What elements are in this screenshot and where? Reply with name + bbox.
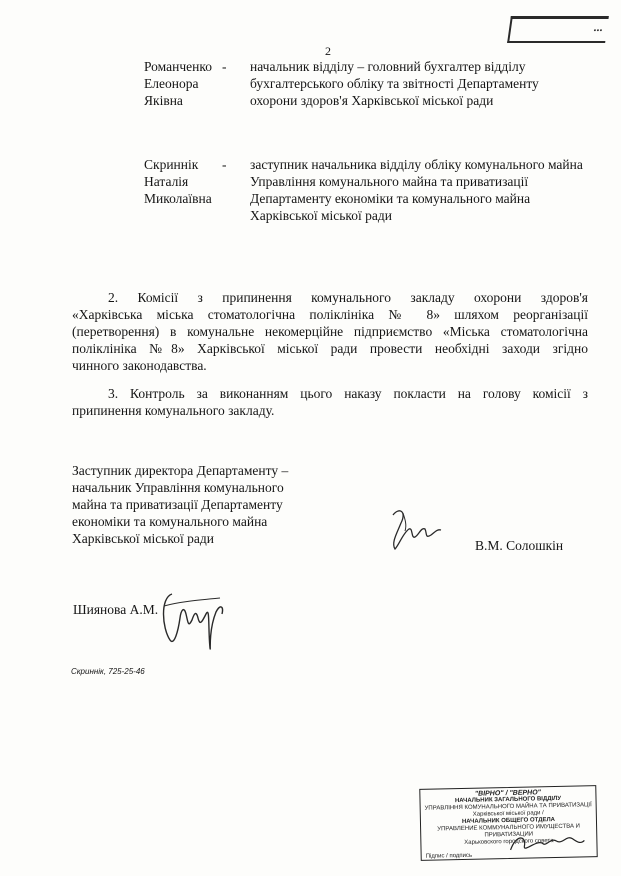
- stamp-signature-icon: [506, 828, 587, 856]
- member-dash: -: [222, 59, 227, 74]
- paragraph-line: чинного законодавства.: [72, 358, 207, 373]
- paragraph-3: [72, 385, 588, 419]
- member-position-line: бухгалтерського обліку та звітності Департаменту: [250, 76, 539, 91]
- paragraph-line: (перетворення) в комунальне некомерційне підприємство «Міська стоматологічна: [72, 324, 588, 339]
- certification-stamp: [419, 785, 597, 861]
- director-signature-icon: [385, 505, 445, 555]
- signatory-title-line: економіки та комунального майна: [72, 514, 268, 529]
- signatory-title-line: майна та приватизації Департаменту: [72, 497, 283, 512]
- member-name-line: Скриннік: [144, 157, 199, 172]
- paragraph-line: припинення комунального закладу.: [72, 403, 275, 418]
- member-name: [144, 58, 234, 109]
- stamp-line: НАЧАЛЬНИК ЗАГАЛЬНОГО ВІДДІЛУ: [454, 795, 562, 805]
- stamp-line: Підпис / подпись: [425, 852, 473, 860]
- signatory-title: [72, 462, 322, 547]
- member-position-line: охорони здоров'я Харківської міської ради: [250, 93, 494, 108]
- paragraph-line: поліклініка №8» Харківської міської ради провести необхідні заходи згідно: [72, 341, 588, 356]
- executor-name: Шиянова А.М.: [73, 602, 159, 617]
- member-position-line: Департаменту економіки та комунального майна: [250, 191, 531, 206]
- member-dash: -: [222, 157, 227, 172]
- paragraph-line: 3. Контроль за виконанням цього наказу покласти на голову комісії з: [108, 386, 588, 401]
- member-name-line: Наталія: [144, 174, 189, 189]
- member-name: [144, 156, 234, 207]
- member-position-line: заступник начальника відділу обліку комунального майна: [250, 157, 583, 172]
- member-position: [250, 58, 588, 109]
- stamp-line: Харьковского городского совета: [464, 838, 554, 846]
- member-position-line: Управління комунального майна та приватизації: [250, 174, 529, 189]
- paragraph-line: 2. Комісії з припинення комунального закладу охорони здоров'я: [108, 290, 588, 305]
- signatory-title-line: Харківської міської ради: [72, 531, 215, 546]
- stamp-line: УПРАВЛІННЯ КОМУНАЛЬНОГО МАЙНА ТА ПРИВАТИЗАЦІЇ: [424, 802, 592, 812]
- stamp-line: "ВІРНО" / "ВЕРНО": [474, 789, 542, 798]
- page-number: 2: [325, 44, 331, 58]
- member-name-line: Романченко: [144, 59, 212, 74]
- corner-stamp-text: ...: [593, 20, 605, 34]
- signatory-name: В.М. Солошкін: [475, 538, 564, 553]
- signatory-title-line: Заступник директора Департаменту –: [72, 463, 289, 478]
- executor-signature-icon: [158, 588, 228, 658]
- paragraph-line: «Харківська міська стоматологічна поліклініка № 8» шляхом реорганізації: [72, 307, 588, 322]
- member-position-line: Харківської міської ради: [250, 208, 393, 223]
- member-name-line: Елеонора: [144, 76, 199, 91]
- member-name-line: Миколаївна: [144, 191, 212, 206]
- phone-note: Скриннік, 725-25-46: [71, 667, 145, 676]
- stamp-line: НАЧАЛЬНИК ОБЩЕГО ОТДЕЛА: [461, 817, 556, 825]
- member-name-line: Яківна: [144, 93, 183, 108]
- stamp-line: УПРАВЛЕНИЕ КОММУНАЛЬНОГО ИМУЩЕСТВА И ПРИВАТИЗАЦИИ: [437, 823, 581, 839]
- member-position: [250, 156, 588, 224]
- stamp-line: Харківської міської ради /: [472, 810, 544, 818]
- signatory-title-line: начальник Управління комунального: [72, 480, 284, 495]
- corner-registration-stamp: [507, 16, 609, 43]
- paragraph-2: [72, 289, 588, 374]
- member-position-line: начальник відділу – головний бухгалтер відділу: [250, 59, 526, 74]
